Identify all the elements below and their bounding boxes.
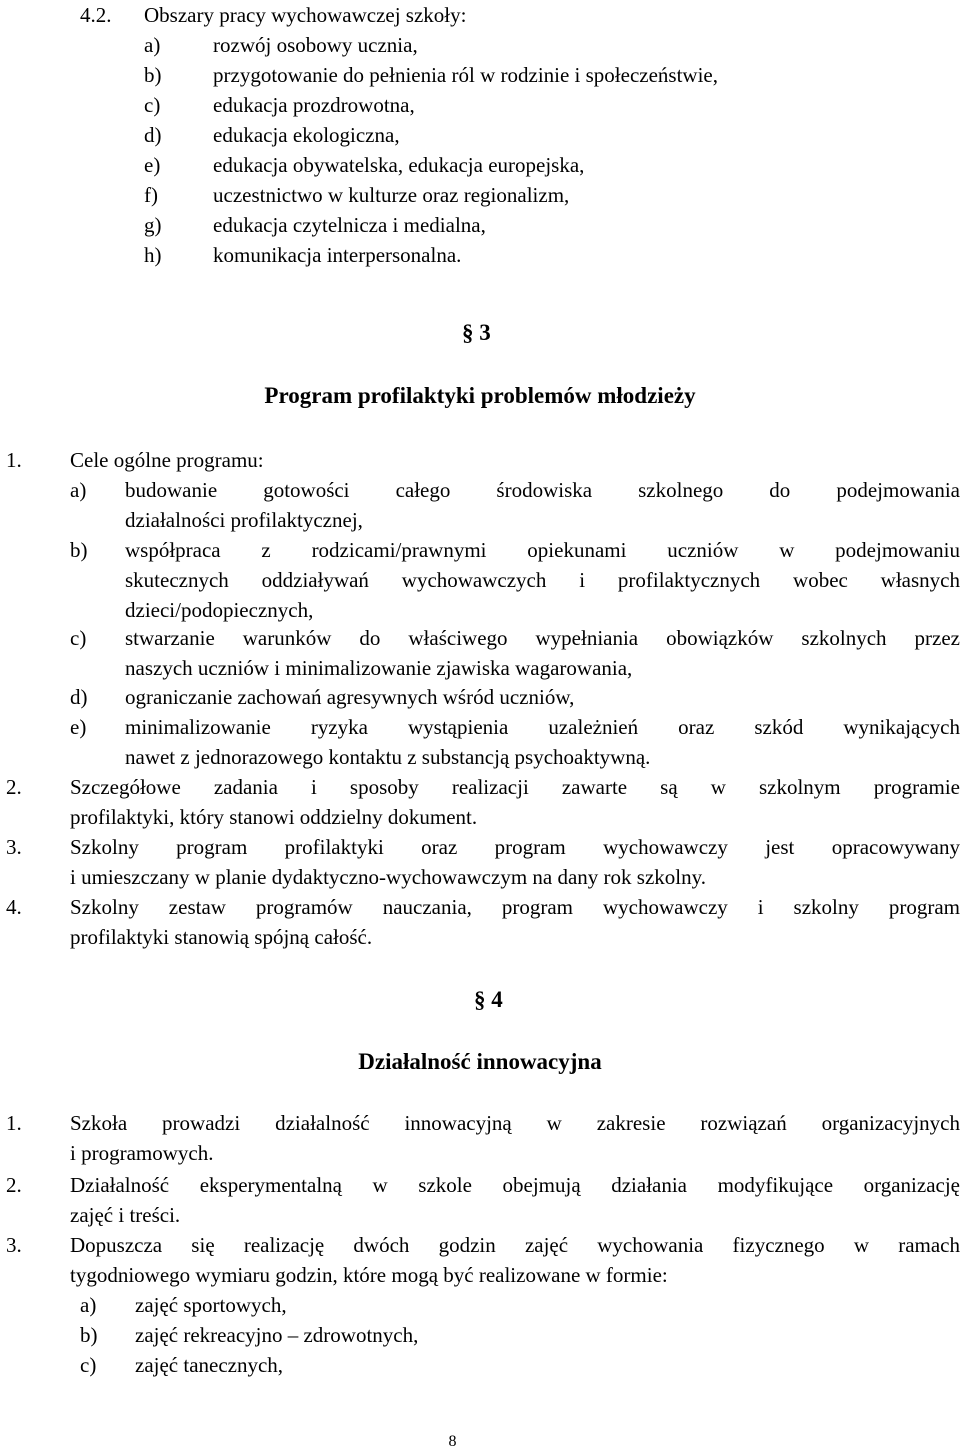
list-item	[144, 120, 924, 150]
item-text: edukacja czytelnicza i medialna,	[213, 213, 486, 237]
list-item	[144, 90, 924, 120]
item-letter: b)	[80, 1323, 98, 1347]
item-letter: b)	[70, 538, 88, 562]
item-text: edukacja prozdrowotna,	[213, 93, 415, 117]
item-body	[125, 623, 960, 683]
text-line: Szczegółowe zadania i sposoby realizacji zawarte są w szkolnym programie	[70, 775, 960, 799]
point-number: 1.	[6, 448, 22, 472]
text-line: Szkolny program profilaktyki oraz program wychowawczy jest opracowywany	[70, 835, 960, 859]
point-text	[70, 1230, 960, 1290]
text-line: minimalizowanie ryzyka wystąpienia uzależnień oraz szkód wynikających	[125, 715, 960, 739]
text-line: skutecznych oddziaływań wychowawczych i profilaktycznych wobec własnych	[125, 568, 960, 592]
item-letter: a)	[80, 1293, 97, 1317]
item-letter: e)	[144, 153, 161, 177]
item-body	[125, 535, 960, 625]
paragraph-4-title: Działalność innowacyjna	[358, 1049, 602, 1074]
list-item	[144, 60, 924, 90]
list-item	[144, 240, 924, 270]
item-letter: c)	[80, 1353, 97, 1377]
text-line: nawet z jednorazowego kontaktu z substancją psychoaktywną.	[125, 745, 651, 769]
text-line: Szkoła prowadzi działalność innowacyjną w zakresie rozwiązań organizacyjnych	[70, 1111, 960, 1135]
sub-item	[80, 1290, 680, 1320]
item-text: edukacja ekologiczna,	[213, 123, 400, 147]
item-text: edukacja obywatelska, edukacja europejska,	[213, 153, 585, 177]
point-number: 2.	[6, 775, 22, 799]
item-text: zajęć rekreacyjno – zdrowotnych,	[135, 1323, 419, 1347]
text-line: Działalność eksperymentalną w szkole obejmują działania modyfikujące organizację	[70, 1173, 960, 1197]
text-line: ograniczanie zachowań agresywnych wśród uczniów,	[125, 685, 575, 709]
item-text: komunikacja interpersonalna.	[213, 243, 462, 267]
item-text: przygotowanie do pełnienia ról w rodzinie i społeczeństwie,	[213, 63, 719, 87]
text-line: zajęć i treści.	[70, 1203, 181, 1227]
list-item	[144, 30, 924, 60]
text-line: profilaktyki, który stanowi oddzielny dokument.	[70, 805, 478, 829]
item-letter: e)	[70, 715, 87, 739]
text-line: tygodniowego wymiaru godzin, które mogą być realizowane w formie:	[70, 1263, 668, 1287]
text-line: działalności profilaktycznej,	[125, 508, 363, 532]
list-item	[144, 180, 924, 210]
point-number: 2.	[6, 1173, 22, 1197]
point-text	[70, 772, 960, 832]
item-text: zajęć sportowych,	[135, 1293, 287, 1317]
paragraph-3-title: Program profilaktyki problemów młodzieży	[264, 383, 696, 408]
sub-item	[80, 1320, 680, 1350]
item-letter: d)	[144, 123, 162, 147]
item-text: uczestnictwo w kulturze oraz regionalizm,	[213, 183, 570, 207]
text-line: współpraca z rodzicami/prawnymi opiekunami uczniów w podejmowaniu	[125, 538, 960, 562]
item-letter: a)	[144, 33, 161, 57]
point-number: 3.	[6, 835, 22, 859]
text-line: i programowych.	[70, 1141, 214, 1165]
point-number: 4.	[6, 895, 22, 919]
list-item	[144, 210, 924, 240]
text-line: dzieci/podopiecznych,	[125, 598, 314, 622]
item-letter: b)	[144, 63, 162, 87]
item-letter: g)	[144, 213, 162, 237]
text-line: naszych uczniów i minimalizowanie zjawiska wagarowania,	[125, 656, 633, 680]
sub-item	[80, 1350, 680, 1380]
point-number: 3.	[6, 1233, 22, 1257]
work-areas-list	[144, 30, 924, 270]
item-letter: d)	[70, 685, 88, 709]
item-body	[125, 712, 960, 772]
item-letter: f)	[144, 183, 158, 207]
point-lead-text	[70, 445, 960, 475]
item-letter: h)	[144, 243, 162, 267]
item-text: rozwój osobowy ucznia,	[213, 33, 418, 57]
list-item	[144, 150, 924, 180]
text-line: Szkolny zestaw programów nauczania, program wychowawczy i szkolny program	[70, 895, 960, 919]
paragraph-3-sign: § 3	[462, 320, 491, 345]
paragraph-4-sign: § 4	[474, 987, 503, 1012]
point-text	[70, 832, 960, 892]
section-heading-text: Obszary pracy wychowawczej szkoły:	[144, 3, 467, 27]
item-letter: c)	[70, 626, 87, 650]
page-number: 8	[448, 1433, 457, 1450]
point-number: 1.	[6, 1111, 22, 1135]
text-line: Dopuszcza się realizację dwóch godzin zajęć wychowania fizycznego w ramach	[70, 1233, 960, 1257]
item-letter: c)	[144, 93, 161, 117]
point-text	[70, 1170, 960, 1230]
section-number: 4.2.	[80, 3, 112, 27]
item-text: zajęć tanecznych,	[135, 1353, 284, 1377]
item-body	[125, 475, 960, 535]
text-line: i umieszczany w planie dydaktyczno-wychowawczym na dany rok szkolny.	[70, 865, 707, 889]
text-line: stwarzanie warunków do właściwego wypełniania obowiązków szkolnych przez	[125, 626, 960, 650]
item-body	[125, 682, 960, 712]
text-line: Cele ogólne programu:	[70, 448, 264, 472]
point-text	[70, 1108, 960, 1168]
point-text	[70, 892, 960, 952]
text-line: budowanie gotowości całego środowiska szkolnego do podejmowania	[125, 478, 960, 502]
item-letter: a)	[70, 478, 87, 502]
text-line: profilaktyki stanowią spójną całość.	[70, 925, 373, 949]
